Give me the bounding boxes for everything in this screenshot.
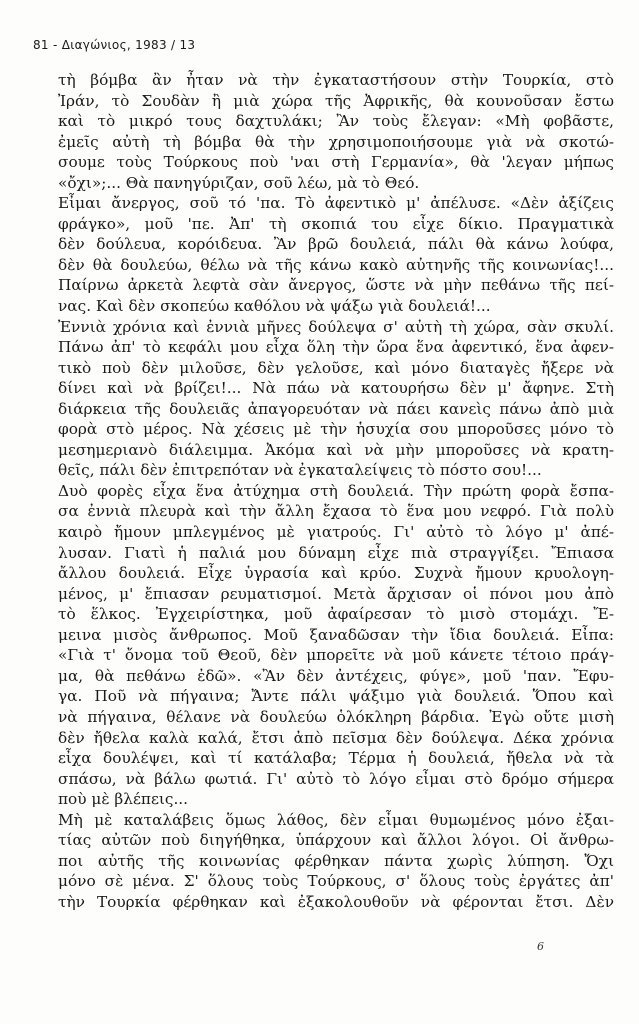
text-line: σπάσω, νὰ βάλω φωτιά. Γι' αὐτὸ τὸ λόγο εἶμαι στὸ δρόμο σήμερα: [58, 769, 614, 788]
text-line: «Γιὰ τ' ὄνομα τοῦ Θεοῦ, δὲν μπορεῖτε νὰ μοῦ κάνετε τέτοιο πράγ-: [58, 646, 614, 665]
text-line: δὲν θὰ δουλεύω, θέλω νὰ τῆς κάνω κακὸ αὐτηνῆς τῆς κοινωνίας!...: [58, 255, 614, 274]
text-line: ἄλλου δουλειά. Εἶχε ὑγρασία καὶ κρύο. Συχνὰ ἤμουν κρυολογη-: [58, 564, 614, 583]
text-line: δίνει καὶ νὰ βρίζει!... Νὰ πάω νὰ κατουρήσω δὲν μ' ἄφηνε. Στὴ: [58, 379, 614, 398]
text-line: Ἰράν, τὸ Σουδὰν ἢ μιὰ χώρα τῆς Ἀφρικῆς, θὰ κουνοῦσαν ἔστω: [58, 91, 614, 110]
text-line: ἐμεῖς αὐτὴ τὴ βόμβα θὰ τὴν χρησιμοποιήσουμε γιὰ νὰ σκοτώ-: [58, 132, 614, 151]
text-line: μεινα μισὸς ἄνθρωπος. Μοῦ ξαναδῶσαν τὴν ἴδια δουλειά. Εἶπα:: [58, 625, 614, 644]
text-line: τὴ βόμβα ἂν ἦταν νὰ τὴν ἐγκαταστήσουν στὴν Τουρκία, στὸ: [58, 71, 614, 89]
text-line: μένος, μ' ἔπιασαν ρευματισμοί. Μετὰ ἄρχισαν οἱ πόνοι μου ἀπὸ: [58, 584, 614, 603]
text-line: Δυὸ φορὲς εἶχα ἕνα ἀτύχημα στὴ δουλειά. Τὴν πρώτη φορὰ ἔσπα-: [58, 481, 614, 500]
text-line: Μὴ μὲ καταλάβεις ὅμως λάθος, δὲν εἶμαι θυμωμένος μόνο ἐξαι-: [58, 810, 614, 829]
text-line: «ὄχι»;... Θὰ πανηγύριζαν, σοῦ λέω, μὰ τὸ Θεό.: [58, 173, 420, 192]
text-line: λυσαν. Γιατὶ ἡ παλιά μου δύναμη εἶχε πιὰ στραγγίξει. Ἔπιασα: [58, 543, 614, 562]
text-line: εἶχα δουλέψει, καὶ τί κατάλαβα; Τέρμα ἡ δουλειά, ἤθελα νὰ τὰ: [58, 749, 614, 768]
text-line: νας. Καὶ δὲν σκοπεύω καθόλου νὰ ψάξω γιὰ δουλειά!...: [58, 297, 491, 316]
text-line: καιρὸ ἤμουν μπλεγμένος μὲ γιατρούς. Γι' αὐτὸ τὸ λόγο μ' ἀπέ-: [58, 523, 614, 542]
text-line: θεῖς, πάλι δὲν ἐπιτρεπόταν νὰ ἐγκαταλείψεις τὸ πόστο σου!...: [58, 461, 542, 480]
running-header: 81 - Διαγώνιος, 1983 / 13: [33, 38, 196, 52]
text-line: καὶ τὸ μικρό τους δαχτυλάκι; Ἂν τοὺς ἔλεγαν: «Μὴ φοβᾶστε,: [58, 112, 614, 131]
text-line: Ἐννιὰ χρόνια καὶ ἐννιὰ μῆνες δούλεψα σ' αὐτὴ τὴ χώρα, σὰν σκυλί.: [58, 317, 614, 336]
text-line: Παίρνω ἀρκετὰ λεφτὰ σὰν ἄνεργος, ὥστε νὰ μὴν πεθάνω τῆς πεί-: [58, 276, 614, 295]
text-line: μόνο σὲ μένα. Σ' ὅλους τοὺς Τούρκους, σ' ὅλους τοὺς ἐργάτες ἀπ': [58, 872, 614, 891]
text-line: ποι αὐτῆς τῆς κοινωνίας φέρθηκαν πάντα χωρὶς λύπηση. Ὄχι: [58, 851, 614, 870]
text-line: Πάνω ἀπ' τὸ κεφάλι μου εἶχα ὅλη τὴν ὥρα ἕνα ἀφεντικό, ἕνα ἀφεν-: [58, 338, 614, 357]
text-line: σουμε τοὺς Τούρκους ποὺ 'ναι στὴ Γερμανία», θὰ 'λεγαν μήπως: [58, 153, 614, 172]
text-line: δὲν δούλευα, κορόιδευα. Ἂν βρῶ δουλειά, πάλι θὰ κάνω λούφα,: [58, 235, 614, 254]
text-line: μα, θὰ πεθάνω ἐδῶ». «Ἂν δὲν ἀντέχεις, φύγε», μοῦ 'παν. Ἔφυ-: [58, 666, 614, 685]
text-line: ποὺ μὲ βλέπεις...: [58, 790, 189, 809]
text-line: μεσημεριανὸ διάλειμμα. Ἀκόμα καὶ νὰ μὴν μποροῦσες νὰ κρατη-: [58, 440, 614, 459]
text-line: τὸ ἕλκος. Ἐγχειρίστηκα, μοῦ ἀφαίρεσαν τὸ μισὸ στομάχι. Ἔ-: [58, 605, 614, 624]
text-line: φορὰ στὸ μέρος. Νὰ χέσεις μὲ τὴν ἡσυχία σου μποροῦσες μόνο τὸ: [58, 420, 614, 439]
text-line: τὴν Τουρκία φέρθηκαν καὶ ἐξακολουθοῦν νὰ φέρονται ἔτσι. Δὲν: [58, 892, 614, 911]
text-line: φράγκο», μοῦ 'πε. Ἀπ' τὴ σκοπιά του εἶχε δίκιο. Πραγματικὰ: [58, 214, 614, 233]
page-number: 6: [537, 940, 544, 953]
text-line: νὰ πήγαινα, θέλανε νὰ δουλεύω ὁλόκληρη βάρδια. Ἐγὼ οὔτε μισὴ: [58, 707, 614, 726]
text-line: τίας αὐτῶν ποὺ διηγήθηκα, ὑπάρχουν καὶ ἄλλοι λόγοι. Οἱ ἄνθρω-: [58, 831, 614, 850]
text-line: τικὸ ποὺ δὲν μιλοῦσε, δὲν γελοῦσε, καὶ μόνο διαταγὲς ἤξερε νὰ: [58, 358, 614, 377]
text-line: σα ἐννιὰ πλευρὰ καὶ τὴν ἄλλη ἔχασα τὸ ἕνα μου νεφρό. Γιὰ πολὺ: [58, 502, 614, 521]
text-line: Εἶμαι ἄνεργος, σοῦ τό 'πα. Τὸ ἀφεντικὸ μ' ἀπέλυσε. «Δὲν ἀξίζεις: [58, 194, 614, 213]
text-line: δὲν ἤθελα καλὰ καλά, ἔτσι ἀπὸ πεῖσμα δὲν δούλεψα. Δέκα χρόνια: [58, 728, 614, 747]
text-line: διάρκεια τῆς δουλειᾶς ἀπαγορευόταν νὰ πάει κανεὶς πάνω ἀπὸ μιὰ: [58, 399, 614, 418]
body-text: [58, 70, 614, 912]
text-line: γα. Ποῦ νὰ πήγαινα; Ἄντε πάλι ψάξιμο γιὰ δουλειά. Ὅπου καὶ: [58, 687, 614, 706]
